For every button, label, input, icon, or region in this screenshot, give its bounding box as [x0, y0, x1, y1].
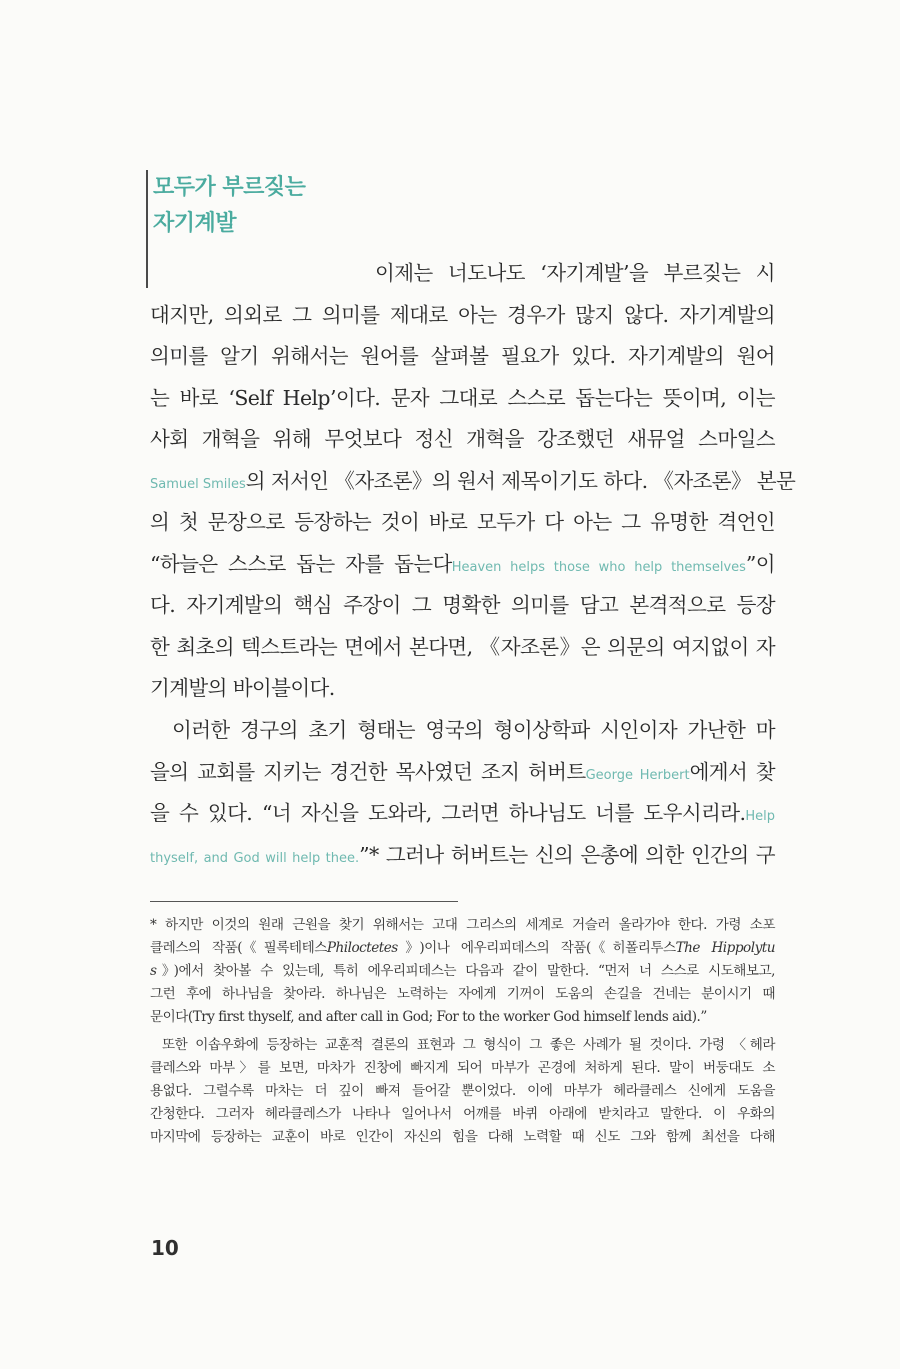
english-gloss: Samuel Smiles [150, 476, 246, 492]
text-line: Samuel Smiles의 저서인 《자조론》의 원서 제목이기도 하다. 《자조론》 본문 [150, 468, 796, 493]
english-gloss: Heaven helps those who help themselves [451, 559, 746, 575]
footnote-line: 용없다. 그럴수록 마차는 더 깊이 빠져 들어갈 뿐이었다. 이에 마부가 헤라클레스 신에게 도움을 [150, 1083, 775, 1099]
heading-line-2: 자기계발 [153, 211, 237, 236]
text-line: thyself, and God will help thee.”* 그러나 허버트는 신의 은총에 의한 인간의 구 [150, 842, 775, 867]
footnote-line: 클레스와 마부〉를 보면, 마차가 진창에 빠지게 되어 마부가 곤경에 처하게 된다. 말이 버둥대도 소 [150, 1060, 775, 1076]
footnote-divider [150, 901, 458, 902]
footnote-line: 간청한다. 그러자 헤라클레스가 나타나 일어나서 어깨를 바퀴 아래에 받치라고 말한다. 이 우화의 [150, 1106, 775, 1122]
body-paragraph-2 [150, 710, 775, 876]
footnote-line: s》)에서 찾아볼 수 있는데, 특히 에우리피데스는 다음과 같이 말한다. “먼저 너 스스로 시도해보고, [150, 963, 775, 979]
footnote-mark: ”* [359, 842, 379, 867]
footnote-line: 클레스의 작품(《필록테테스Philoctetes》)이나 에우리피데스의 작품(《히폴리투스The Hippolytu [150, 940, 775, 956]
text-line: 의 첫 문장으로 등장하는 것이 바로 모두가 다 아는 그 유명한 격언인 [150, 510, 775, 534]
english-gloss: thyself, and God will help thee. [150, 850, 360, 866]
footnote-line: 또한 이솝우화에 등장하는 교훈적 결론의 표현과 그 형식이 그 좋은 사례가 될 것이다. 가령 〈헤라 [162, 1037, 775, 1053]
footnote-line: 마지막에 등장하는 교훈이 바로 인간이 자신의 힘을 다해 노력할 때 신도 그와 함께 최선을 다해 [150, 1129, 775, 1145]
footnote-line: 그런 후에 하나님을 찾아라. 하나님은 노력하는 자에게 기꺼이 도움의 손길을 건네는 분이시기 때 [150, 986, 775, 1002]
heading-line-1: 모두가 부르짖는 [153, 175, 306, 200]
text-line: “하늘은 스스로 돕는 자를 돕는다Heaven helps those who help themselves”이 [150, 551, 776, 576]
footnote-line: * 하지만 이것의 원래 근원을 찾기 위해서는 고대 그리스의 세계로 거슬러 올라가야 한다. 가령 소포 [150, 917, 775, 933]
text-line: 을의 교회를 지키는 경건한 목사였던 조지 허버트George Herbert에게서 찾 [150, 759, 775, 784]
english-gloss: Help [745, 809, 775, 824]
footnote [150, 914, 775, 1149]
english-gloss: George Herbert [585, 767, 690, 783]
text-line: 을 수 있다. “너 자신을 도와라, 그러면 하나님도 너를 도우시리라.Help [150, 801, 775, 825]
text-line: 기계발의 바이블이다. [150, 676, 335, 700]
text-line: 는 바로 ‘Self Help’이다. 문자 그대로 스스로 돕는다는 뜻이며, 이는 [150, 385, 775, 410]
text-line: 한 최초의 텍스트라는 면에서 본다면, 《자조론》은 의문의 여지없이 자 [150, 634, 775, 659]
text-line: 이러한 경구의 초기 형태는 영국의 형이상학파 시인이자 가난한 마 [172, 718, 775, 742]
text-line: 대지만, 의외로 그 의미를 제대로 아는 경우가 많지 않다. 자기계발의 [150, 302, 775, 327]
text-line: 이제는 너도나도 ‘자기계발’을 부르짖는 시 [375, 261, 775, 285]
text-line: 의미를 알기 위해서는 원어를 살펴볼 필요가 있다. 자기계발의 원어 [150, 344, 775, 368]
page-number: 10 [151, 1236, 179, 1260]
footnote-line: 문이다(Try first thyself, and after call in God; For to the worker God himself lends aid).” [150, 1009, 707, 1025]
body-paragraph-1 [150, 253, 796, 710]
text-line: 사회 개혁을 위해 무엇보다 정신 개혁을 강조했던 새뮤얼 스마일스 [150, 427, 775, 451]
text-line: 다. 자기계발의 핵심 주장이 그 명확한 의미를 담고 본격적으로 등장 [150, 593, 775, 617]
